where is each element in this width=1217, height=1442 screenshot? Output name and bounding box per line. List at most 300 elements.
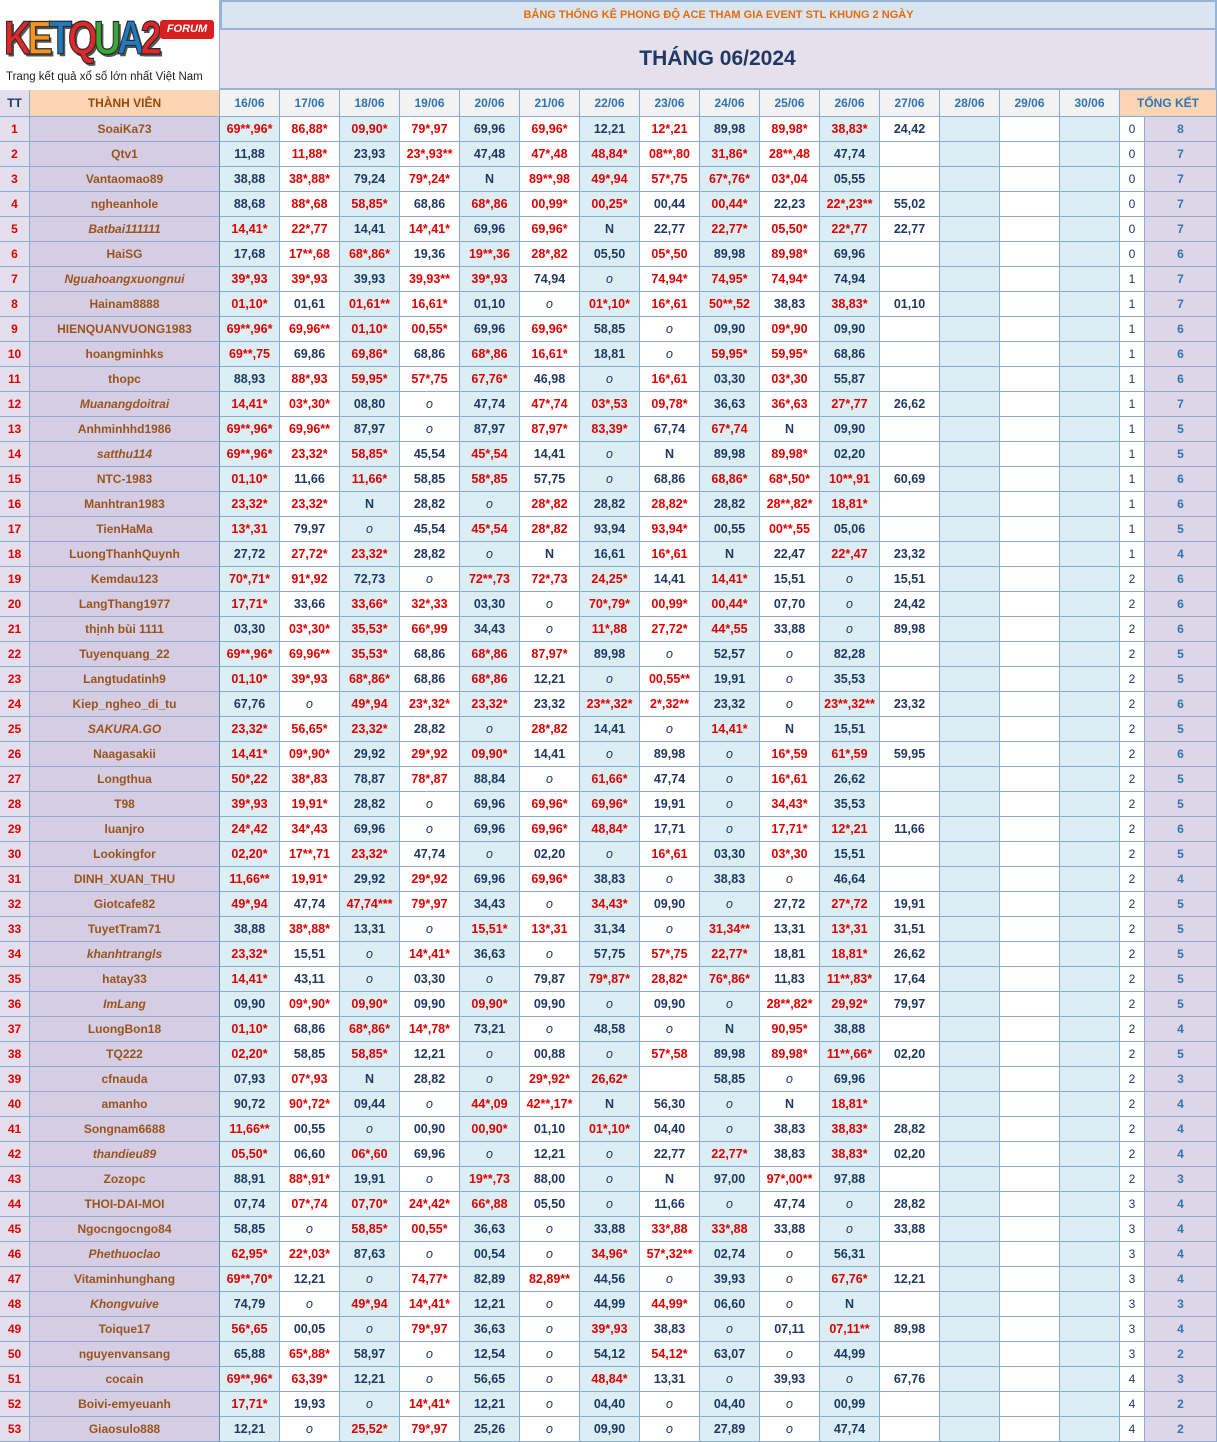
result-cell bbox=[1060, 917, 1120, 942]
result-cell: 67*,76* bbox=[700, 167, 760, 192]
result-cell: 01,10* bbox=[220, 292, 280, 317]
summary-count-b: 7 bbox=[1145, 292, 1217, 317]
summary-count-a: 2 bbox=[1120, 842, 1145, 867]
summary-count-a: 4 bbox=[1120, 1367, 1145, 1392]
result-cell bbox=[1060, 1042, 1120, 1067]
result-cell: 69,96 bbox=[460, 217, 520, 242]
result-cell bbox=[940, 267, 1000, 292]
header-date: 16/06 bbox=[220, 90, 280, 117]
result-cell bbox=[880, 1092, 940, 1117]
result-cell: 00,44* bbox=[700, 592, 760, 617]
result-cell: 69**,96* bbox=[220, 317, 280, 342]
result-cell bbox=[1000, 667, 1060, 692]
member-name: ImLang bbox=[30, 992, 220, 1017]
result-cell: 01,61 bbox=[280, 292, 340, 317]
result-cell: 07,70 bbox=[760, 592, 820, 617]
result-cell bbox=[940, 192, 1000, 217]
result-cell: 79,97 bbox=[280, 517, 340, 542]
result-cell: 18,81* bbox=[820, 1092, 880, 1117]
result-cell: N bbox=[760, 717, 820, 742]
result-cell: 02,74 bbox=[700, 1242, 760, 1267]
result-cell: 27,72* bbox=[640, 617, 700, 642]
result-cell bbox=[880, 167, 940, 192]
result-cell: 22*,77 bbox=[820, 217, 880, 242]
result-cell: 47,74 bbox=[280, 892, 340, 917]
result-cell: N bbox=[760, 1092, 820, 1117]
result-cell bbox=[880, 767, 940, 792]
result-cell: N bbox=[520, 542, 580, 567]
result-cell: 29*,92* bbox=[520, 1067, 580, 1092]
result-cell: 69,96 bbox=[460, 117, 520, 142]
result-cell bbox=[880, 317, 940, 342]
result-cell bbox=[940, 242, 1000, 267]
result-cell: 97,00 bbox=[700, 1167, 760, 1192]
result-cell: 47*,48 bbox=[520, 142, 580, 167]
result-cell bbox=[880, 1167, 940, 1192]
result-cell: o bbox=[400, 567, 460, 592]
member-name: LangThang1977 bbox=[30, 592, 220, 617]
result-cell: 07*,93 bbox=[280, 1067, 340, 1092]
result-cell bbox=[1000, 767, 1060, 792]
result-cell bbox=[1000, 1367, 1060, 1392]
result-cell bbox=[1000, 492, 1060, 517]
result-cell: 23,32 bbox=[880, 542, 940, 567]
result-cell: 11,88 bbox=[220, 142, 280, 167]
row-number: 51 bbox=[0, 1367, 30, 1392]
row-number: 25 bbox=[0, 717, 30, 742]
result-cell bbox=[1060, 1317, 1120, 1342]
result-cell bbox=[1060, 1017, 1120, 1042]
summary-count-a: 2 bbox=[1120, 817, 1145, 842]
logo-letter: U bbox=[93, 12, 118, 66]
summary-count-b: 2 bbox=[1145, 1342, 1217, 1367]
summary-count-b: 7 bbox=[1145, 392, 1217, 417]
result-cell: 09,90 bbox=[400, 992, 460, 1017]
summary-count-b: 6 bbox=[1145, 367, 1217, 392]
month-heading: THÁNG 06/2024 bbox=[220, 30, 1217, 90]
result-cell: 68,86 bbox=[820, 342, 880, 367]
result-cell: 12,21 bbox=[220, 1417, 280, 1442]
result-cell: o bbox=[280, 1417, 340, 1442]
result-cell: 22*,77 bbox=[280, 217, 340, 242]
summary-count-a: 2 bbox=[1120, 767, 1145, 792]
result-cell: 68,86 bbox=[400, 642, 460, 667]
result-cell: 14,41* bbox=[220, 742, 280, 767]
row-number: 39 bbox=[0, 1067, 30, 1092]
result-cell: 69,96* bbox=[520, 792, 580, 817]
result-cell: N bbox=[820, 1292, 880, 1317]
member-name: SAKURA.GO bbox=[30, 717, 220, 742]
summary-count-a: 1 bbox=[1120, 542, 1145, 567]
result-cell: 68*,86* bbox=[340, 667, 400, 692]
row-number: 34 bbox=[0, 942, 30, 967]
result-cell: 23,32* bbox=[340, 842, 400, 867]
result-cell: 12,21 bbox=[460, 1292, 520, 1317]
summary-count-a: 1 bbox=[1120, 367, 1145, 392]
result-cell: 14,41 bbox=[520, 742, 580, 767]
result-cell: 00,99* bbox=[520, 192, 580, 217]
result-cell: 14,41 bbox=[340, 217, 400, 242]
result-cell: 31,34 bbox=[580, 917, 640, 942]
result-cell: 36,63 bbox=[460, 1217, 520, 1242]
result-cell bbox=[940, 292, 1000, 317]
result-cell bbox=[1060, 1067, 1120, 1092]
result-cell: 22,47 bbox=[760, 542, 820, 567]
result-cell bbox=[880, 142, 940, 167]
result-cell: 58,85 bbox=[280, 1042, 340, 1067]
result-cell: o bbox=[760, 1342, 820, 1367]
result-cell bbox=[940, 892, 1000, 917]
result-cell: 00,90 bbox=[400, 1117, 460, 1142]
result-cell: 14,41 bbox=[580, 717, 640, 742]
result-cell bbox=[1060, 642, 1120, 667]
row-number: 27 bbox=[0, 767, 30, 792]
result-cell: 56,31 bbox=[820, 1242, 880, 1267]
result-cell: 19,91* bbox=[280, 792, 340, 817]
result-cell: 69,96** bbox=[280, 317, 340, 342]
result-cell bbox=[1000, 692, 1060, 717]
result-cell: o bbox=[520, 1317, 580, 1342]
result-cell: 12,54 bbox=[460, 1342, 520, 1367]
header-date: 22/06 bbox=[580, 90, 640, 117]
result-cell: o bbox=[580, 1167, 640, 1192]
row-number: 42 bbox=[0, 1142, 30, 1167]
result-cell: o bbox=[760, 1242, 820, 1267]
result-cell bbox=[880, 1392, 940, 1417]
result-cell: o bbox=[700, 992, 760, 1017]
result-cell bbox=[1000, 367, 1060, 392]
result-cell: 00,88 bbox=[520, 1042, 580, 1067]
result-cell: 27*,72 bbox=[820, 892, 880, 917]
result-cell: 36,63 bbox=[460, 942, 520, 967]
result-cell: 03*,30* bbox=[280, 617, 340, 642]
result-cell: N bbox=[340, 492, 400, 517]
result-cell: 68,86 bbox=[640, 467, 700, 492]
result-cell: o bbox=[460, 542, 520, 567]
result-cell: 00,99 bbox=[820, 1392, 880, 1417]
result-cell: o bbox=[760, 867, 820, 892]
result-cell bbox=[940, 692, 1000, 717]
result-cell: o bbox=[340, 942, 400, 967]
result-cell: 88*,91* bbox=[280, 1167, 340, 1192]
summary-count-a: 1 bbox=[1120, 317, 1145, 342]
result-cell: 23,32* bbox=[280, 492, 340, 517]
result-cell: 17,71 bbox=[640, 817, 700, 842]
result-cell: o bbox=[460, 1042, 520, 1067]
result-cell: 15,51 bbox=[880, 567, 940, 592]
result-cell: 38,83 bbox=[760, 1117, 820, 1142]
result-cell: o bbox=[520, 1417, 580, 1442]
result-cell: 69**,96* bbox=[220, 642, 280, 667]
result-cell: 26,62* bbox=[580, 1067, 640, 1092]
result-cell bbox=[940, 1267, 1000, 1292]
result-cell: o bbox=[580, 1192, 640, 1217]
result-cell bbox=[1060, 617, 1120, 642]
result-cell: 47,74*** bbox=[340, 892, 400, 917]
result-cell: 69,96 bbox=[820, 1067, 880, 1092]
result-cell: 05,50 bbox=[520, 1192, 580, 1217]
result-cell: 68*,86 bbox=[460, 667, 520, 692]
member-name: Qtv1 bbox=[30, 142, 220, 167]
result-cell: 69,96* bbox=[520, 117, 580, 142]
result-cell: 03,30 bbox=[700, 842, 760, 867]
result-cell: o bbox=[400, 817, 460, 842]
row-number: 9 bbox=[0, 317, 30, 342]
site-logo[interactable] bbox=[0, 0, 220, 90]
result-cell bbox=[1060, 717, 1120, 742]
result-cell bbox=[880, 1292, 940, 1317]
result-cell: 05,50* bbox=[760, 217, 820, 242]
result-cell: 11**,83* bbox=[820, 967, 880, 992]
result-cell: 28,82 bbox=[340, 792, 400, 817]
result-cell: 08**,80 bbox=[640, 142, 700, 167]
result-cell bbox=[1000, 642, 1060, 667]
summary-count-b: 4 bbox=[1145, 867, 1217, 892]
result-cell bbox=[940, 1017, 1000, 1042]
row-number: 40 bbox=[0, 1092, 30, 1117]
result-cell: 28,82 bbox=[400, 717, 460, 742]
result-cell: 00,44 bbox=[640, 192, 700, 217]
result-cell bbox=[1000, 392, 1060, 417]
result-cell: 39,93 bbox=[760, 1367, 820, 1392]
result-cell: 43,11 bbox=[280, 967, 340, 992]
result-cell bbox=[1000, 167, 1060, 192]
result-cell: 22,77 bbox=[880, 217, 940, 242]
result-cell bbox=[940, 667, 1000, 692]
result-cell bbox=[1000, 467, 1060, 492]
member-name: T98 bbox=[30, 792, 220, 817]
result-cell: o bbox=[520, 942, 580, 967]
row-number: 44 bbox=[0, 1192, 30, 1217]
result-cell: 11,66 bbox=[880, 817, 940, 842]
result-cell: o bbox=[580, 992, 640, 1017]
result-cell: 26,62 bbox=[880, 392, 940, 417]
result-cell bbox=[940, 1192, 1000, 1217]
result-cell bbox=[880, 517, 940, 542]
result-cell: 58,85* bbox=[340, 1042, 400, 1067]
member-name: Batbai111111 bbox=[30, 217, 220, 242]
result-cell: 48,84* bbox=[580, 142, 640, 167]
result-cell: 11**,66* bbox=[820, 1042, 880, 1067]
result-cell: 28*,82 bbox=[520, 242, 580, 267]
result-cell: 48,84* bbox=[580, 1367, 640, 1392]
result-cell bbox=[1060, 517, 1120, 542]
result-cell bbox=[1000, 1042, 1060, 1067]
result-cell: o bbox=[460, 492, 520, 517]
result-cell: 29,92 bbox=[340, 742, 400, 767]
row-number: 2 bbox=[0, 142, 30, 167]
result-cell: 39*,93 bbox=[280, 667, 340, 692]
result-cell: 11,66 bbox=[280, 467, 340, 492]
result-cell: 35,53* bbox=[340, 617, 400, 642]
result-cell: 89,98* bbox=[760, 1042, 820, 1067]
result-cell: 28,82 bbox=[400, 542, 460, 567]
result-cell: 23,32* bbox=[460, 692, 520, 717]
result-cell: 38,83 bbox=[700, 867, 760, 892]
result-cell: o bbox=[400, 917, 460, 942]
result-cell: 28,82 bbox=[400, 1067, 460, 1092]
result-cell: 69,96 bbox=[400, 1142, 460, 1167]
result-cell: N bbox=[700, 542, 760, 567]
result-cell: 29*,92 bbox=[400, 742, 460, 767]
result-cell: 16,61* bbox=[520, 342, 580, 367]
result-cell: 28,82 bbox=[400, 492, 460, 517]
result-cell: 04,40 bbox=[640, 1117, 700, 1142]
result-cell: 24,42 bbox=[880, 117, 940, 142]
result-cell bbox=[1000, 292, 1060, 317]
result-cell: 34,43 bbox=[460, 617, 520, 642]
result-cell: 39*,93 bbox=[280, 267, 340, 292]
summary-count-b: 5 bbox=[1145, 517, 1217, 542]
result-cell: 49*,94 bbox=[340, 1292, 400, 1317]
result-cell: o bbox=[520, 592, 580, 617]
result-cell: 16*,61 bbox=[760, 767, 820, 792]
result-cell: 89,98* bbox=[760, 242, 820, 267]
result-cell: 47,74 bbox=[820, 142, 880, 167]
result-cell bbox=[1000, 442, 1060, 467]
result-cell bbox=[1000, 417, 1060, 442]
result-cell: 52,57 bbox=[700, 642, 760, 667]
result-cell: 12,21 bbox=[880, 1267, 940, 1292]
row-number: 52 bbox=[0, 1392, 30, 1417]
result-cell: 38,83 bbox=[760, 1142, 820, 1167]
result-cell: 34,43 bbox=[460, 892, 520, 917]
result-cell bbox=[940, 517, 1000, 542]
row-number: 8 bbox=[0, 292, 30, 317]
result-cell: 68*,86 bbox=[460, 642, 520, 667]
result-cell bbox=[940, 142, 1000, 167]
member-name: Kiep_ngheo_di_tu bbox=[30, 692, 220, 717]
result-cell: o bbox=[460, 717, 520, 742]
result-cell: 55,87 bbox=[820, 367, 880, 392]
result-cell: 15,51 bbox=[760, 567, 820, 592]
result-cell: 02,20* bbox=[220, 1042, 280, 1067]
result-cell: 09,90 bbox=[520, 992, 580, 1017]
summary-count-b: 6 bbox=[1145, 342, 1217, 367]
member-name: hoangminhks bbox=[30, 342, 220, 367]
result-cell: o bbox=[400, 392, 460, 417]
result-cell bbox=[880, 1017, 940, 1042]
result-cell: 44*,09 bbox=[460, 1092, 520, 1117]
result-cell: 09,78* bbox=[640, 392, 700, 417]
result-cell: 22*,03* bbox=[280, 1242, 340, 1267]
result-cell: o bbox=[640, 317, 700, 342]
result-cell: 83,39* bbox=[580, 417, 640, 442]
result-cell: o bbox=[520, 1217, 580, 1242]
result-cell: 01,10 bbox=[520, 1117, 580, 1142]
result-cell: o bbox=[400, 1342, 460, 1367]
result-cell bbox=[1000, 567, 1060, 592]
result-cell bbox=[940, 867, 1000, 892]
row-number: 23 bbox=[0, 667, 30, 692]
summary-count-a: 2 bbox=[1120, 1167, 1145, 1192]
summary-count-a: 2 bbox=[1120, 792, 1145, 817]
result-cell: 19,91 bbox=[340, 1167, 400, 1192]
logo-letter: Q bbox=[68, 12, 94, 66]
result-cell: 13*,31 bbox=[820, 917, 880, 942]
result-cell: 39*,93 bbox=[220, 267, 280, 292]
result-cell: o bbox=[400, 1242, 460, 1267]
summary-count-a: 0 bbox=[1120, 217, 1145, 242]
result-cell bbox=[1000, 617, 1060, 642]
result-cell: 87,97* bbox=[520, 642, 580, 667]
result-cell bbox=[880, 842, 940, 867]
result-cell: o bbox=[580, 1142, 640, 1167]
result-cell: 09,90* bbox=[340, 117, 400, 142]
result-cell: o bbox=[820, 617, 880, 642]
result-cell: 38,83* bbox=[820, 1142, 880, 1167]
result-cell: 00,54 bbox=[460, 1242, 520, 1267]
result-cell bbox=[1000, 117, 1060, 142]
result-cell bbox=[1000, 1117, 1060, 1142]
result-cell: 14*,41* bbox=[400, 1292, 460, 1317]
result-cell: 11,66** bbox=[220, 867, 280, 892]
result-cell: o bbox=[400, 792, 460, 817]
result-cell: 68*,86* bbox=[340, 242, 400, 267]
summary-count-b: 4 bbox=[1145, 542, 1217, 567]
result-cell: 23,32* bbox=[220, 492, 280, 517]
result-cell: 01,10* bbox=[340, 317, 400, 342]
result-cell bbox=[940, 792, 1000, 817]
row-number: 37 bbox=[0, 1017, 30, 1042]
result-cell: 09,44 bbox=[340, 1092, 400, 1117]
member-name: Longthua bbox=[30, 767, 220, 792]
result-cell: o bbox=[580, 742, 640, 767]
result-cell: 79*,97 bbox=[400, 1317, 460, 1342]
member-name: TuyetTram71 bbox=[30, 917, 220, 942]
result-cell: 23**,32* bbox=[580, 692, 640, 717]
logo-wordmark bbox=[4, 14, 158, 64]
row-number: 50 bbox=[0, 1342, 30, 1367]
summary-count-a: 1 bbox=[1120, 342, 1145, 367]
member-name: ngheanhole bbox=[30, 192, 220, 217]
result-cell: o bbox=[520, 617, 580, 642]
result-cell: 69,96* bbox=[520, 217, 580, 242]
summary-count-b: 4 bbox=[1145, 1317, 1217, 1342]
summary-count-b: 5 bbox=[1145, 992, 1217, 1017]
result-cell: 57*,32** bbox=[640, 1242, 700, 1267]
result-cell: o bbox=[400, 1367, 460, 1392]
result-cell: 17**,71 bbox=[280, 842, 340, 867]
result-cell: 88,93 bbox=[220, 367, 280, 392]
result-cell: 00,55** bbox=[640, 667, 700, 692]
summary-count-a: 2 bbox=[1120, 692, 1145, 717]
result-cell bbox=[1060, 542, 1120, 567]
result-cell: 14,41* bbox=[220, 392, 280, 417]
summary-count-a: 1 bbox=[1120, 492, 1145, 517]
row-number: 32 bbox=[0, 892, 30, 917]
summary-count-a: 3 bbox=[1120, 1292, 1145, 1317]
result-cell: o bbox=[460, 967, 520, 992]
result-cell bbox=[1060, 817, 1120, 842]
result-cell bbox=[1060, 142, 1120, 167]
result-cell bbox=[1000, 1092, 1060, 1117]
result-cell: 69,86 bbox=[280, 342, 340, 367]
result-cell: o bbox=[580, 1042, 640, 1067]
summary-count-b: 5 bbox=[1145, 842, 1217, 867]
result-cell: 38,88 bbox=[820, 1017, 880, 1042]
result-cell: 16,61* bbox=[400, 292, 460, 317]
result-cell: 60,69 bbox=[880, 467, 940, 492]
result-cell: o bbox=[760, 1392, 820, 1417]
result-cell: 89,98 bbox=[700, 242, 760, 267]
result-cell: N bbox=[580, 217, 640, 242]
result-cell bbox=[880, 367, 940, 392]
result-cell: 59,95* bbox=[760, 342, 820, 367]
result-cell: 45,54 bbox=[400, 517, 460, 542]
result-cell: 72**,73 bbox=[460, 567, 520, 592]
result-cell: o bbox=[640, 717, 700, 742]
